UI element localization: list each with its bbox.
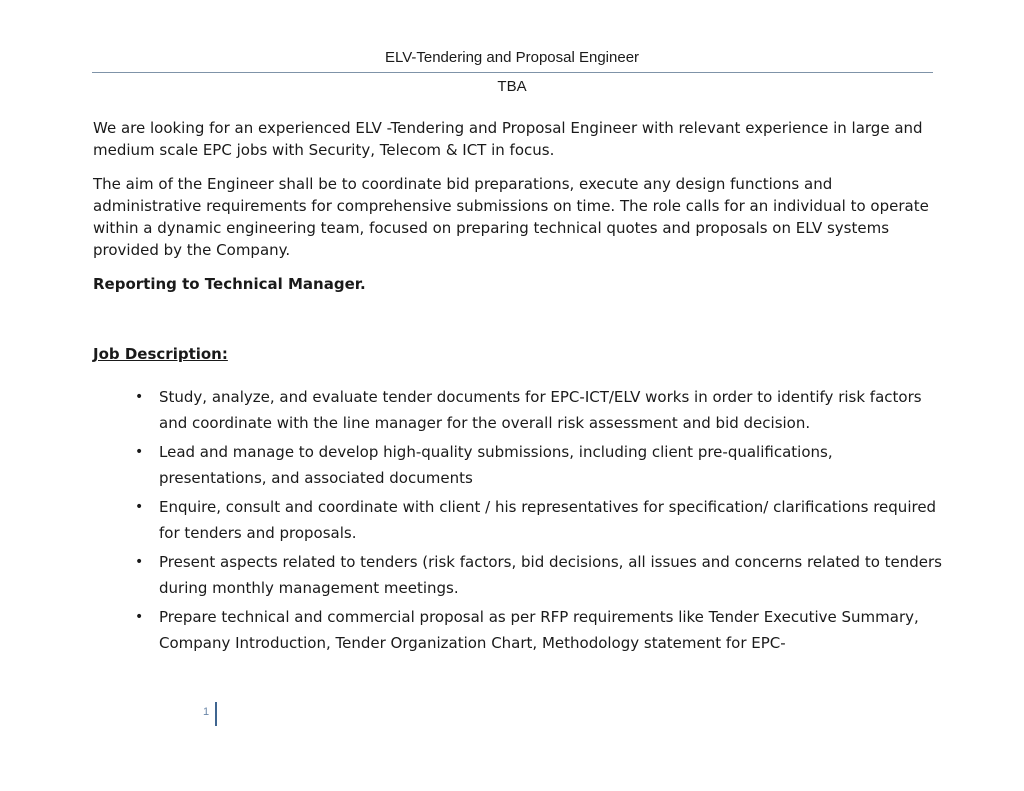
bullet-icon: •	[135, 389, 144, 405]
job-description-heading: Job Description:	[93, 345, 228, 363]
page-number: 1	[203, 706, 210, 718]
intro-paragraph: We are looking for an experienced ELV -Tendering and Proposal Engineer with relevant experience in large and medium scale EPC jobs with Security, Telecom & ICT in focus.	[93, 119, 923, 159]
list-item-text: Study, analyze, and evaluate tender documents for EPC-ICT/ELV works in order to identify risk factors and coordinate with the line manager for the overall risk assessment and bid decision.	[159, 388, 922, 432]
list-item	[93, 605, 943, 656]
bullet-icon: •	[135, 609, 144, 625]
page-number-divider	[215, 702, 217, 726]
header-subtitle: TBA	[497, 78, 527, 95]
job-description-list	[93, 385, 943, 660]
list-item	[93, 440, 943, 491]
list-item	[93, 385, 943, 436]
list-item	[93, 495, 943, 546]
bullet-icon: •	[135, 554, 144, 570]
bullet-icon: •	[135, 444, 144, 460]
reporting-line: Reporting to Technical Manager.	[93, 275, 366, 293]
list-item	[93, 550, 943, 601]
header-title: ELV-Tendering and Proposal Engineer	[384, 49, 640, 66]
aim-paragraph: The aim of the Engineer shall be to coordinate bid preparations, execute any design functions and administrative requirements for comprehensive submissions on time. The role calls for an individual to operate within a dynamic engineering team, focused on preparing technical quotes and proposals on ELV systems provided by the Company.	[93, 175, 929, 259]
list-item-text: Prepare technical and commercial proposal as per RFP requirements like Tender Executive Summary, Company Introduction, Tender Organization Chart, Methodology statement for EPC-	[159, 608, 919, 652]
list-item-text: Enquire, consult and coordinate with client / his representatives for specification/ clarifications required for tenders and proposals.	[159, 498, 937, 542]
list-item-text: Lead and manage to develop high-quality submissions, including client pre-qualifications, presentations, and associated documents	[159, 443, 833, 487]
list-item-text: Present aspects related to tenders (risk factors, bid decisions, all issues and concerns related to tenders during monthly management meetings.	[159, 553, 942, 597]
bullet-icon: •	[135, 499, 144, 515]
header-divider	[92, 72, 933, 73]
